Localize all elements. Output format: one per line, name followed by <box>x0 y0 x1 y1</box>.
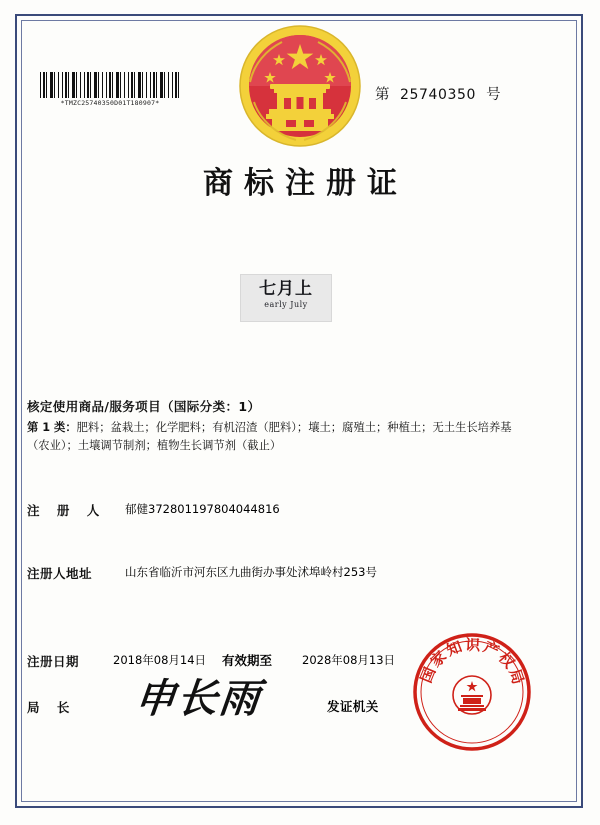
serial-number-line <box>375 83 501 104</box>
director-signature: 申长雨 <box>132 675 264 722</box>
serial-number: 25740350 <box>400 87 477 103</box>
valid-until-label: 有效期至 <box>222 653 273 668</box>
address-label: 注册人地址 <box>27 566 93 581</box>
registration-date-value: 2018年08月14日 <box>113 653 207 667</box>
official-red-seal-icon <box>411 631 533 753</box>
goods-class: 第 1 类： <box>27 421 77 434</box>
registration-date-label: 注册日期 <box>27 654 80 669</box>
issuer-label: 发证机关 <box>327 699 379 714</box>
valid-until-value: 2028年08月13日 <box>302 653 396 667</box>
registrant-field <box>27 500 106 519</box>
trademark-specimen <box>240 274 332 322</box>
registrant-value: 郁健372801197804044816 <box>125 502 280 516</box>
director-label: 局 长 <box>27 700 76 715</box>
registration-date-field <box>27 651 79 670</box>
serial-prefix: 第 <box>375 87 390 103</box>
goods-text: 肥料；盆栽土；化学肥料；有机沼渣（肥料）；壤土；腐殖土；种植土；无土生长培养基（农业）；土壤调节制剂；植物生长调节剂（截止） <box>27 421 512 452</box>
trademark-chinese: 七月上 <box>259 279 313 299</box>
barcode-text: *TMZC25740350D01T180907* <box>60 99 160 107</box>
page-title: 商标注册证 <box>203 166 408 201</box>
trademark-english: early July <box>264 300 308 309</box>
address-field <box>27 563 92 582</box>
address-value: 山东省临沂市河东区九曲街办事处沭埠岭村253号 <box>125 565 377 579</box>
goods-body <box>27 419 532 455</box>
national-emblem-icon <box>236 24 364 152</box>
goods-heading: 核定使用商品/服务项目（国际分类：1） <box>27 399 261 414</box>
svg-text:国家知识产权局: 国家知识产权局 <box>416 635 528 689</box>
barcode-block <box>40 72 180 107</box>
serial-suffix: 号 <box>486 87 502 103</box>
barcode-icon <box>40 72 180 98</box>
director-field <box>27 697 76 716</box>
registrant-label: 注 册 人 <box>27 503 106 518</box>
